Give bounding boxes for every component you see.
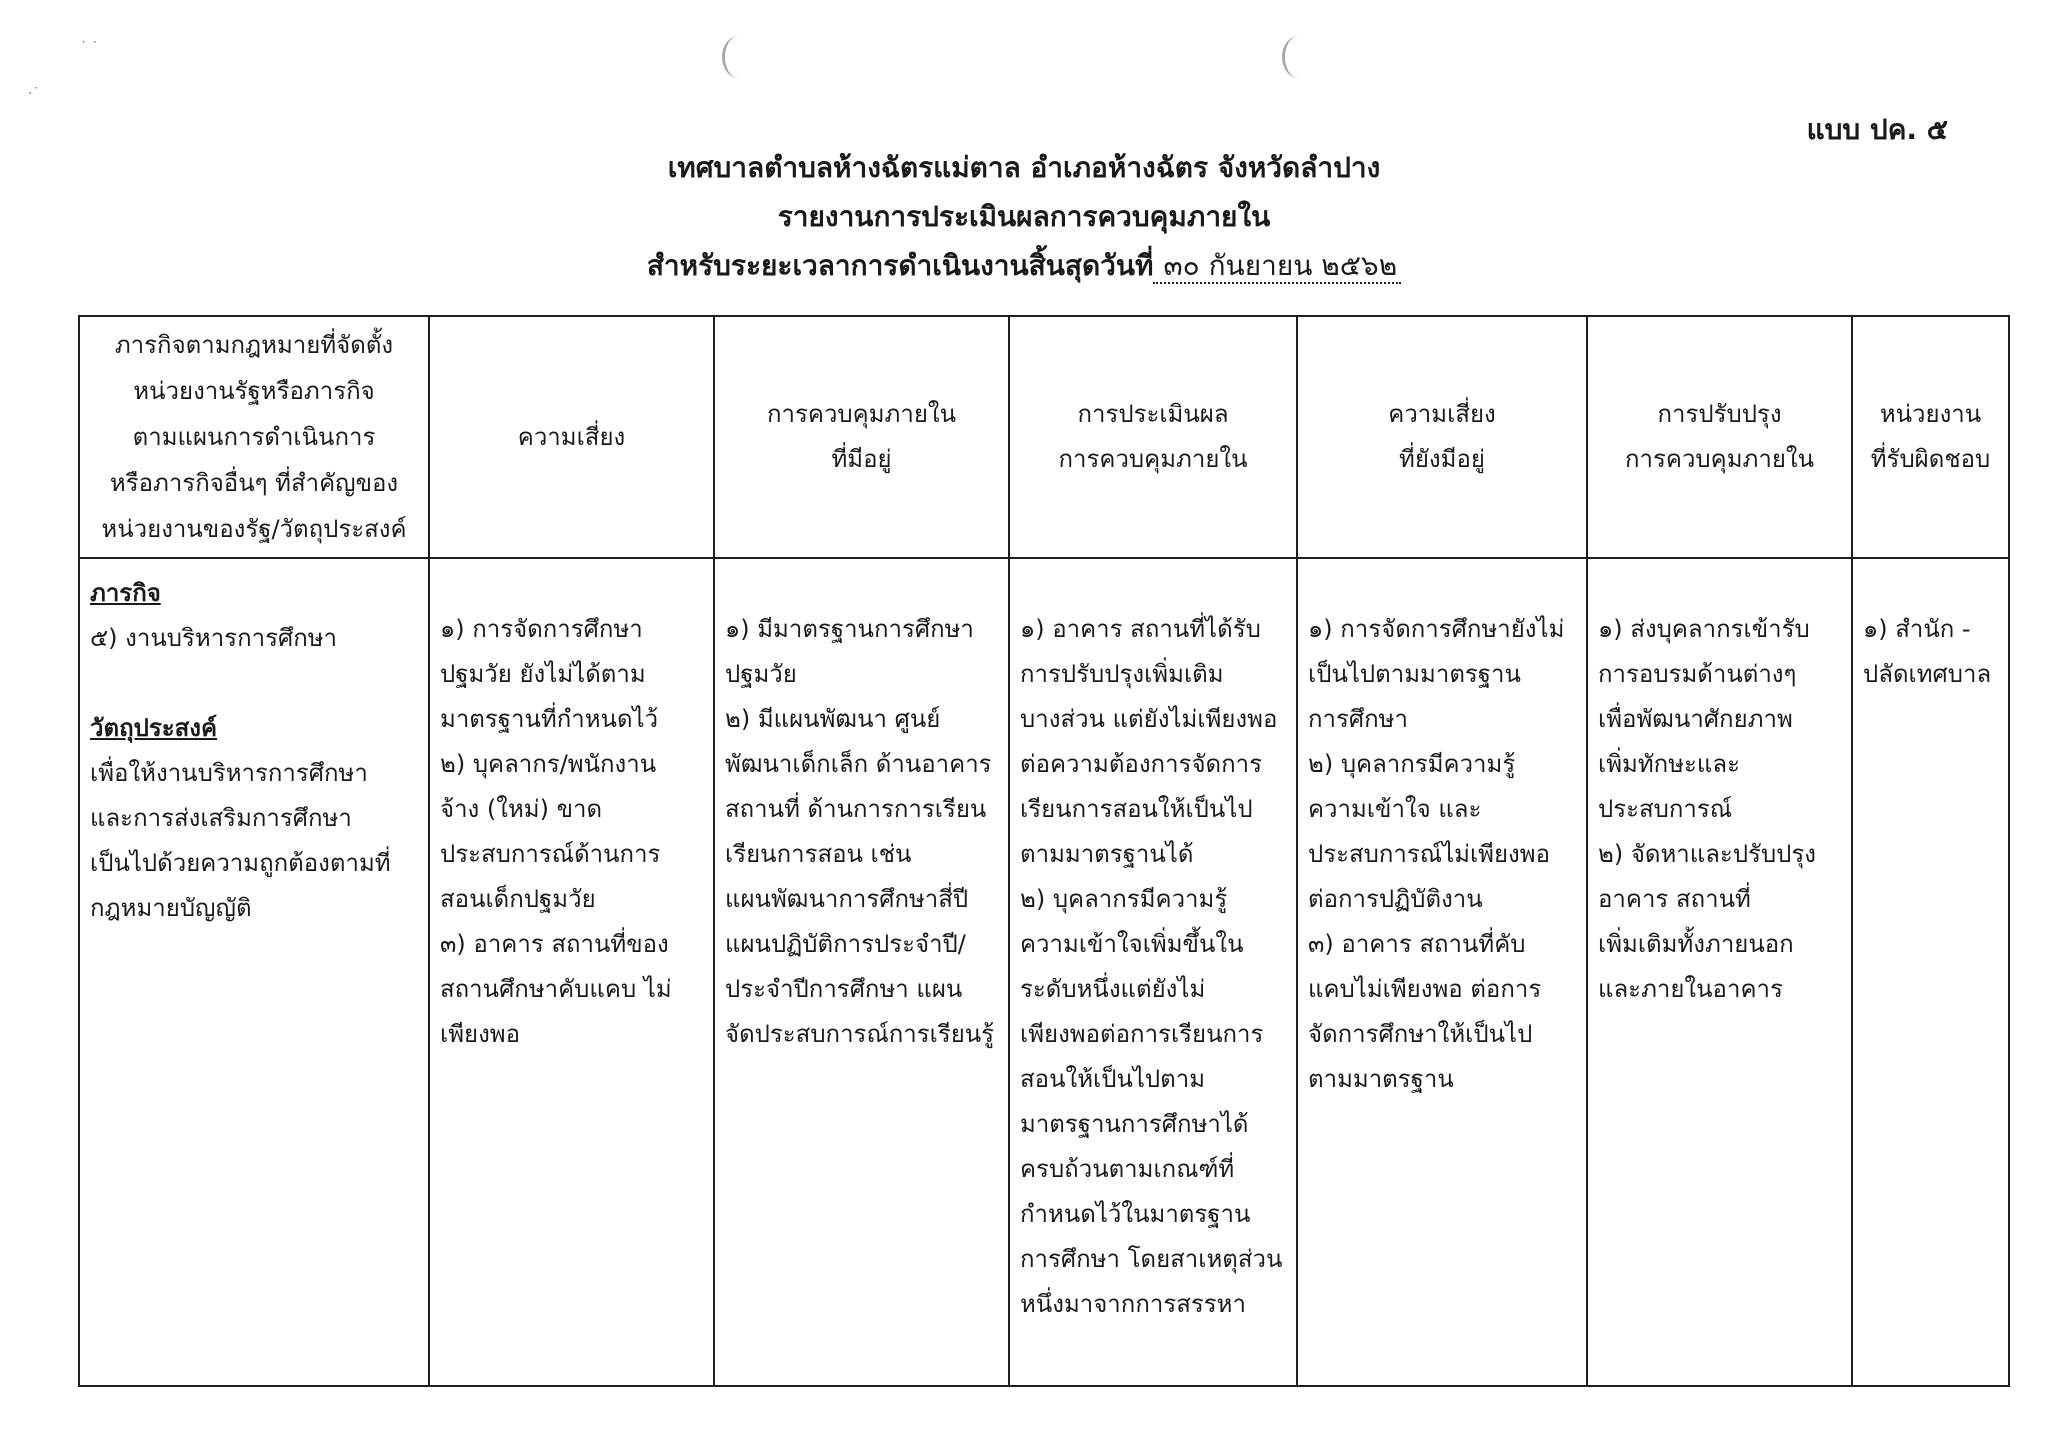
header-line: ภารกิจตามกฎหมายที่จัดตั้ง (114, 331, 394, 359)
control-evaluation-text (1020, 607, 1288, 1327)
cell-text-line: สอนเด็กปฐมวัย (440, 885, 596, 913)
header-line: หน่วยงานของรัฐ/วัตถุประสงค์ (101, 515, 407, 543)
spacer (1598, 571, 1843, 607)
remaining-risk-text (1308, 607, 1578, 1102)
document-title-organization: เทศบาลตำบลห้างฉัตรแม่ตาล อำเภอห้างฉัตร จังหวัดลำปาง (667, 151, 1381, 184)
cell-text-line: ปฐมวัย (725, 660, 797, 688)
cell-text-line: จัดการศึกษาให้เป็นไป (1308, 1020, 1533, 1048)
document-title-report: รายงานการประเมินผลการควบคุมภายใน (777, 200, 1271, 233)
header-line: การควบคุมภายใน (1058, 445, 1248, 473)
cell-text-line: เป็นไปด้วยความถูกต้องตามที่ (90, 849, 391, 877)
document-title-period (0, 244, 2048, 288)
cell-text-line: ๒) บุคลากรมีความรู้ (1020, 885, 1228, 913)
cell-text-line: เพิ่มเติมทั้งภายนอก (1598, 930, 1794, 958)
cell-control-improvement (1587, 558, 1852, 1386)
cell-text-line: ๓) อาคาร สถานที่คับ (1308, 930, 1526, 958)
cell-text-line: สถานศึกษาคับแคบ ไม่ (440, 975, 672, 1003)
cell-text-line: กฎหมายบัญญัติ (90, 894, 252, 922)
cell-text-line: ประสบการณ์ด้านการ (440, 840, 661, 868)
cell-text-line: เพียงพอ (440, 1020, 521, 1048)
cell-text-line: แคบไม่เพียงพอ ต่อการ (1308, 975, 1542, 1003)
header-line: ความเสี่ยง (517, 422, 626, 451)
cell-text-line: ๓) อาคาร สถานที่ของ (440, 930, 669, 958)
spacer (725, 571, 1000, 607)
cell-text-line: หนึ่งมาจากการสรรหา (1020, 1290, 1246, 1318)
cell-responsible-unit (1852, 558, 2009, 1386)
cell-text-line: ต่อการปฏิบัติงาน (1308, 885, 1483, 913)
header-line: ตามแผนการดำเนินการ (132, 423, 376, 451)
cell-text-line: ๒) มีแผนพัฒนา ศูนย์ (725, 705, 941, 733)
cell-text-line: ระดับหนึ่งแต่ยังไม่ (1020, 975, 1206, 1003)
header-line: หน่วยงานรัฐหรือภารกิจ (133, 377, 375, 405)
header-mission-objective (79, 316, 429, 558)
cell-text-line: บางส่วน แต่ยังไม่เพียงพอ (1020, 705, 1278, 733)
objective-text (90, 751, 420, 931)
risk-text (440, 607, 705, 1057)
header-existing-controls (714, 316, 1009, 558)
cell-text-line: สอนให้เป็นไปตาม (1020, 1065, 1206, 1093)
header-line: การปรับปรุง (1657, 400, 1782, 428)
cell-text-line: ความเข้าใจเพิ่มขึ้นใน (1020, 930, 1244, 958)
period-label: สำหรับระยะเวลาการดำเนินงานสิ้นสุดวันที่ (646, 249, 1154, 282)
cell-text-line: ต่อความต้องการจัดการ (1020, 750, 1262, 778)
form-code: แบบ ปค. ๕ (1806, 113, 1948, 146)
responsible-unit-text (1863, 607, 2000, 697)
table-header-row (79, 316, 2009, 558)
header-line: การประเมินผล (1077, 400, 1229, 428)
cell-text-line: ๑) มีมาตรฐานการศึกษา (725, 615, 974, 643)
cell-text-line: ตามมาตรฐานได้ (1020, 840, 1194, 868)
table-row (79, 558, 2009, 1386)
cell-text-line: แผนพัฒนาการศึกษาสี่ปี (725, 885, 969, 913)
header-line: หรือภารกิจอื่นๆ ที่สำคัญของ (109, 469, 399, 497)
cell-text-line: สถานที่ ด้านการการเรียน (725, 795, 987, 823)
cell-text-line: และภายในอาคาร (1598, 975, 1783, 1003)
control-improvement-text (1598, 607, 1843, 1012)
cell-text-line: อาคาร สถานที่ (1598, 885, 1751, 913)
existing-controls-text (725, 607, 1000, 1057)
cell-mission-objective (79, 558, 429, 1386)
cell-text-line: มาตรฐานการศึกษาได้ (1020, 1110, 1249, 1138)
cell-text-line: ปฐมวัย ยังไม่ได้ตาม (440, 660, 646, 688)
cell-text-line: ความเข้าใจ และ (1308, 795, 1482, 823)
mission-heading: ภารกิจ (90, 579, 161, 607)
cell-text-line: ๑) สำนัก - (1863, 615, 1971, 643)
cell-text-line: และการส่งเสริมการศึกษา (90, 804, 352, 832)
cell-text-line: ๑) การจัดการศึกษา (440, 615, 643, 643)
cell-text-line: ประสบการณ์ไม่เพียงพอ (1308, 840, 1550, 868)
objective-heading: วัตถุประสงค์ (90, 714, 218, 742)
cell-text-line: แผนปฏิบัติการประจำปี/ (725, 930, 966, 958)
spacer (1308, 571, 1578, 607)
cell-text-line: เพิ่มทักษะและ (1598, 750, 1740, 778)
spacer (1020, 571, 1288, 607)
cell-remaining-risk (1297, 558, 1587, 1386)
cell-text-line: ปลัดเทศบาล (1863, 660, 1992, 688)
cell-text-line: การศึกษา (1308, 705, 1408, 733)
punch-hole-mark (722, 36, 755, 78)
header-line: ที่ยังมีอยู่ (1399, 445, 1485, 473)
cell-text-line: การอบรมด้านต่างๆ (1598, 660, 1797, 688)
cell-text-line: ๑) อาคาร สถานที่ได้รับ (1020, 615, 1261, 643)
header-risk (429, 316, 714, 558)
cell-text-line: เพื่อพัฒนาศักยภาพ (1598, 705, 1793, 733)
cell-text-line: มาตรฐานที่กำหนดไว้ (440, 705, 659, 733)
cell-text-line: ครบถ้วนตามเกณฑ์ที่ (1020, 1155, 1235, 1183)
cell-risk (429, 558, 714, 1386)
header-line: ที่มีอยู่ (831, 445, 892, 473)
cell-text-line: ๒) บุคลากร/พนักงาน (440, 750, 657, 778)
cell-text-line: เรียนการสอนให้เป็นไป (1020, 795, 1253, 823)
header-responsible-unit (1852, 316, 2009, 558)
spacer (440, 571, 705, 607)
cell-text-line: จัดประสบการณ์การเรียนรู้ (725, 1020, 995, 1048)
cell-text-line: ประสบการณ์ (1598, 795, 1733, 823)
cell-text-line: เพื่อให้งานบริหารการศึกษา (90, 759, 368, 787)
cell-text-line: ๑) ส่งบุคลากรเข้ารับ (1598, 615, 1810, 643)
cell-text-line: เรียนการสอน เช่น (725, 840, 912, 868)
period-end-date: ๓๐ กันยายน ๒๕๖๒ (1153, 249, 1401, 284)
cell-text-line: ๒) จัดหาและปรับปรุง (1598, 840, 1817, 868)
cell-text-line: เป็นไปตามมาตรฐาน (1308, 660, 1521, 688)
header-line: การควบคุมภายใน (1624, 445, 1815, 473)
mission-item: ๕) งานบริหารการศึกษา (90, 624, 338, 652)
cell-text-line: การปรับปรุงเพิ่มเติม (1020, 660, 1224, 688)
spacer (90, 661, 420, 706)
cell-text-line: ๒) บุคลากรมีความรู้ (1308, 750, 1516, 778)
scan-speck: ˙ ˙ (80, 40, 99, 56)
header-line: การควบคุมภายใน (766, 400, 957, 428)
header-line: หน่วยงาน (1879, 400, 1982, 428)
cell-text-line: จ้าง (ใหม่) ขาด (440, 795, 603, 823)
internal-control-report-table (78, 315, 2010, 1387)
cell-existing-controls (714, 558, 1009, 1386)
scan-speck: ·˙ (28, 86, 40, 102)
cell-text-line: ๑) การจัดการศึกษายังไม่ (1308, 615, 1565, 643)
header-line: ความเสี่ยง (1388, 400, 1496, 428)
cell-text-line: ตามมาตรฐาน (1308, 1065, 1454, 1093)
header-line: ที่รับผิดชอบ (1870, 445, 1991, 473)
header-remaining-risk (1297, 316, 1587, 558)
header-control-improvement (1587, 316, 1852, 558)
cell-text-line: พัฒนาเด็กเล็ก ด้านอาคาร (725, 750, 992, 778)
cell-text-line: กำหนดไว้ในมาตรฐาน (1020, 1200, 1251, 1228)
spacer (1863, 571, 2000, 607)
header-control-evaluation (1009, 316, 1297, 558)
cell-text-line: การศึกษา โดยสาเหตุส่วน (1020, 1245, 1283, 1273)
cell-control-evaluation (1009, 558, 1297, 1386)
cell-text-line: เพียงพอต่อการเรียนการ (1020, 1020, 1264, 1048)
punch-hole-mark (1282, 36, 1315, 78)
cell-text-line: ประจำปีการศึกษา แผน (725, 975, 963, 1003)
